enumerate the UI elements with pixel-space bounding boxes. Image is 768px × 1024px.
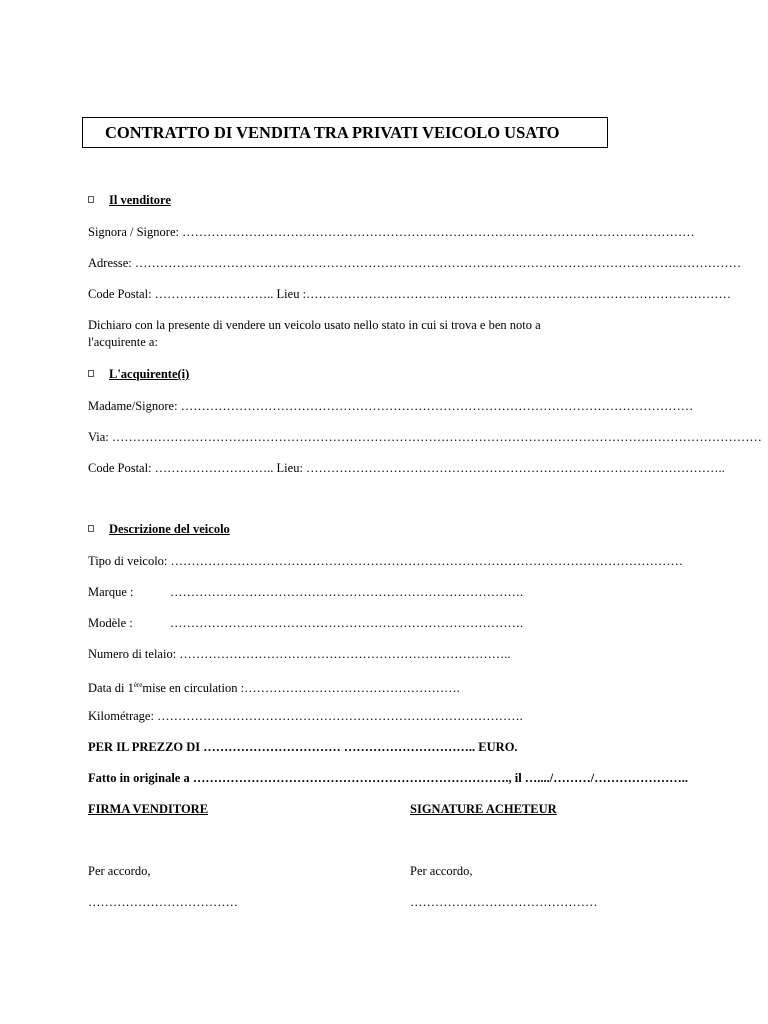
- data-circolazione-field: [88, 677, 460, 696]
- signature-line-right: ………………………………………: [410, 895, 598, 909]
- venditore-name-field: Signora / Signore: ……………………………………………………………………………………………………………: [88, 225, 695, 239]
- accordo-right: Per accordo,: [410, 864, 473, 878]
- kilometrage-field: Kilométrage: …………………………………………………………………………….: [88, 709, 523, 723]
- signature-line-left: ………………………………: [88, 895, 238, 909]
- section-venditore-heading: Il venditore: [109, 193, 171, 207]
- acquirente-postal-field: Code Postal: ……………………….. Lieu: ………………………………………………………………………………………..: [88, 461, 725, 475]
- checkbox-icon: [88, 525, 94, 532]
- prezzo-line: PER IL PREZZO DI …………………………… ………………………….. EURO.: [88, 740, 518, 754]
- checkbox-icon: [88, 370, 94, 377]
- declaration-text: Dichiaro con la presente di vendere un veicolo usato nello stato in cui si trova e ben noto a l'acquirente a:: [88, 318, 541, 349]
- venditore-postal-field: Code Postal: ……………………….. Lieu :…………………………………………………………………………………………: [88, 287, 732, 301]
- signature-acheteur-heading: SIGNATURE ACHETEUR: [410, 802, 557, 816]
- acquirente-name-field: Madame/Signore: ……………………………………………………………………………………………………………: [88, 399, 694, 413]
- fatto-line: Fatto in originale a …………………………………………………………………., il …..../………/…………………..: [88, 771, 688, 785]
- modele-dots: ………………………………………………………………………….: [170, 616, 524, 630]
- accordo-left: Per accordo,: [88, 864, 151, 878]
- venditore-address-field: Adresse: …………………………………………………………………………………………………………………..……………: [88, 256, 742, 270]
- marque-dots: ………………………………………………………………………….: [170, 585, 524, 599]
- data-suffix: mise en circulation :…………………………………………….: [142, 681, 460, 696]
- checkbox-icon: [88, 196, 94, 203]
- acquirente-via-field: Via: …………………………………………………………………………………………………………………………………………: [88, 430, 762, 444]
- tipo-veicolo-field: Tipo di veicolo: ……………………………………………………………………………………………………………: [88, 554, 684, 568]
- marque-label: Marque :: [88, 585, 134, 599]
- document-title: CONTRATTO DI VENDITA TRA PRIVATI VEICOLO USATO: [82, 117, 608, 148]
- section-veicolo-heading: Descrizione del veicolo: [109, 522, 230, 536]
- telaio-field: Numero di telaio: ……………………………………………………………………..: [88, 647, 511, 661]
- data-sup: ère: [133, 681, 143, 689]
- data-prefix: Data di 1: [88, 681, 134, 696]
- firma-venditore-heading: FIRMA VENDITORE: [88, 802, 209, 816]
- modele-label: Modèle :: [88, 616, 133, 630]
- section-acquirente-heading: L'acquirente(i): [109, 367, 190, 381]
